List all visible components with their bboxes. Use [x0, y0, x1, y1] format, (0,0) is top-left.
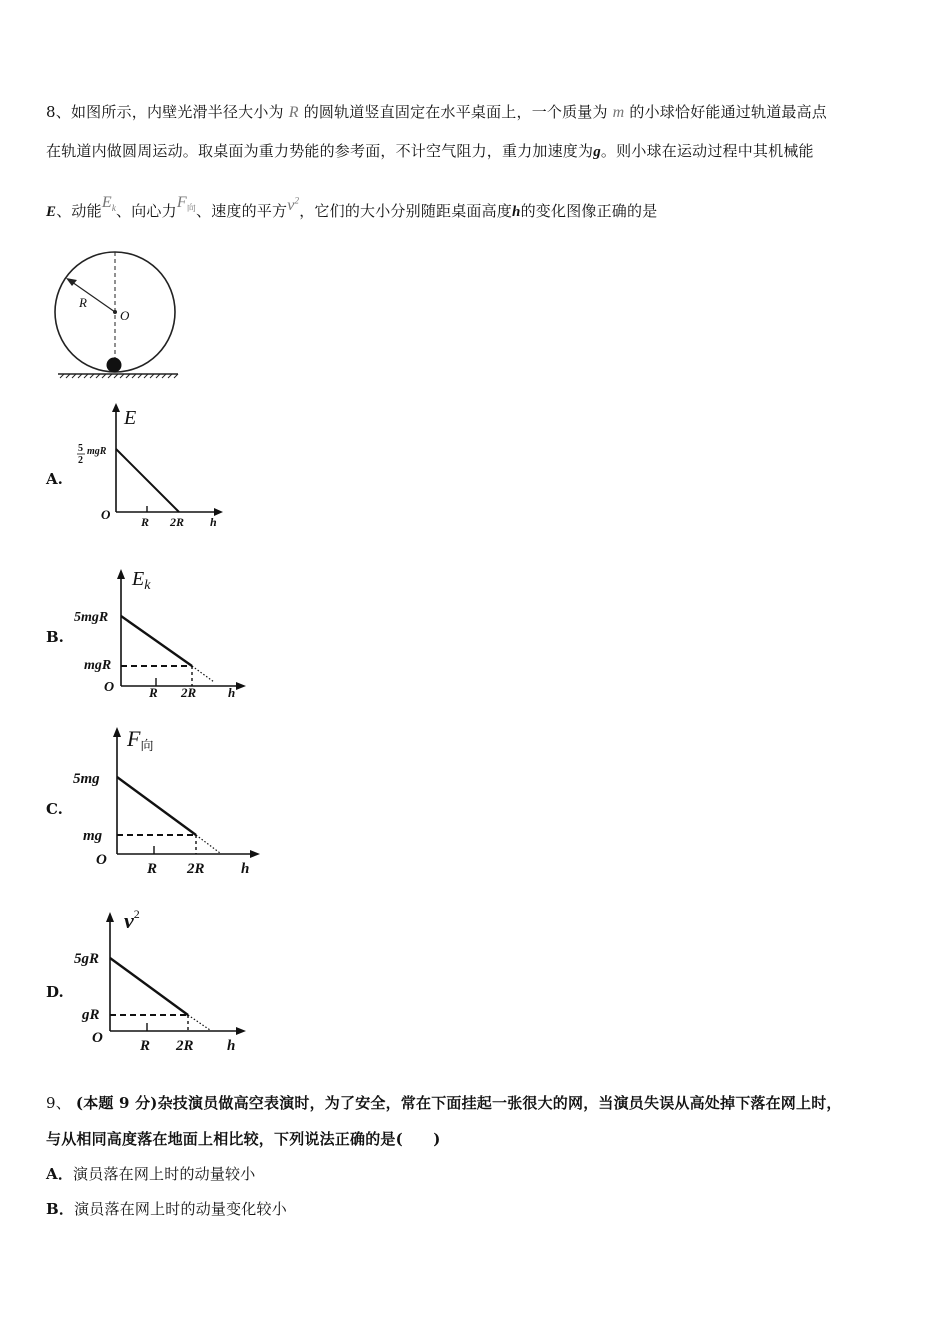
tick-label-R: R: [149, 685, 158, 700]
origin-label: O: [92, 1030, 103, 1046]
y-axis-arrow: [106, 912, 114, 922]
ball: [107, 358, 122, 373]
y-top-label: 5gR: [74, 951, 100, 967]
q8-line-3: E、动能$E_k$、向心力$F_向$、速度的平方$v^2$，它们的大小分别随距桌面高度h的变化图像正确的是: [46, 194, 658, 220]
x-axis-arrow: [250, 850, 260, 858]
frac-denominator: 2: [78, 455, 83, 466]
q8-number: 8、: [46, 103, 71, 121]
y-top-label: 5mgR: [74, 610, 109, 625]
q9-option-b[interactable]: B．演员落在网上时的动量变化较小: [46, 1200, 287, 1218]
option-d-label[interactable]: D.: [46, 983, 64, 1001]
y-low-label: mg: [83, 828, 103, 844]
y-axis-arrow: [117, 569, 125, 579]
q8-line-1: 8、如图所示，内壁光滑半径大小为 R 的圆轨道竖直固定在水平桌面上，一个质量为 m 的小球恰好能通过轨道最高点: [46, 103, 828, 121]
tick-label-2R: 2R: [170, 515, 185, 529]
y-axis-label: E: [124, 407, 137, 429]
graph-line: [117, 777, 196, 835]
center-label: O: [120, 308, 130, 323]
symbol-F: $F_向$: [176, 194, 197, 214]
extension-dotted: [196, 835, 220, 853]
y-low-label: mgR: [84, 658, 112, 673]
x-axis-label: h: [228, 685, 236, 700]
y-axis-label: F向: [127, 726, 154, 753]
origin-label: O: [101, 507, 111, 522]
frac-numerator: 5: [78, 443, 83, 454]
tick-label-2R: 2R: [176, 1038, 194, 1054]
y-axis-arrow: [113, 727, 121, 737]
x-axis-arrow: [236, 682, 246, 690]
option-b-label[interactable]: B.: [46, 628, 64, 646]
center-point: [113, 310, 117, 314]
graph-line: [116, 449, 179, 512]
y-axis-label: $E_k$: [132, 568, 151, 593]
symbol-R: R: [288, 104, 299, 121]
graph-line: [121, 616, 192, 666]
q9-number: 9、: [46, 1094, 71, 1112]
option-b-graph[interactable]: [70, 565, 260, 705]
option-a-label[interactable]: A.: [46, 470, 63, 488]
radius-label: R: [79, 295, 87, 310]
graph-line: [110, 958, 188, 1015]
x-axis-label: h: [241, 861, 250, 877]
symbol-m: m: [612, 104, 625, 121]
tick-label-2R: 2R: [181, 685, 197, 700]
origin-label: O: [96, 852, 107, 868]
y-axis-label: $v^2$: [124, 907, 140, 933]
q9-line-1: 9、 (本题 9 分)杂技演员做高空表演时，为了安全，常在下面挂起一张很大的网，当演员失误从高处掉下落在网上时，: [46, 1094, 842, 1112]
symbol-g: g: [593, 144, 601, 160]
circular-track-figure: [52, 245, 192, 385]
y-top-label: 5mg: [73, 771, 100, 787]
x-axis-label: h: [227, 1038, 236, 1054]
y-axis-arrow: [112, 403, 120, 412]
option-a-graph[interactable]: [70, 400, 230, 540]
q9-option-a[interactable]: A．演员落在网上时的动量较小: [46, 1165, 256, 1183]
extension-dotted: [188, 1015, 210, 1030]
symbol-Ek: $E_k$: [101, 194, 117, 214]
q8-line-2: 在轨道内做圆周运动。取桌面为重力势能的参考面，不计空气阻力，重力加速度为g。则小球在运动过程中其机械能: [46, 142, 814, 160]
option-d-graph[interactable]: [70, 905, 260, 1055]
q9-line-2: 与从相同高度落在地面上相比较，下列说法正确的是( ): [46, 1130, 441, 1148]
option-c-graph[interactable]: [70, 720, 270, 880]
tick-label-R: R: [147, 861, 158, 877]
option-c-label[interactable]: C.: [46, 800, 63, 818]
tick-label-R: R: [140, 1038, 151, 1054]
extension-dotted: [192, 666, 214, 682]
tick-label-R: R: [141, 515, 150, 529]
origin-label: O: [104, 680, 115, 695]
y-top-label: mgR: [87, 446, 107, 457]
tick-label-2R: 2R: [187, 861, 205, 877]
x-axis-arrow: [236, 1027, 246, 1035]
symbol-v2: $v^2$: [287, 195, 300, 214]
y-low-label: gR: [82, 1007, 100, 1023]
x-axis-label: h: [210, 515, 217, 529]
